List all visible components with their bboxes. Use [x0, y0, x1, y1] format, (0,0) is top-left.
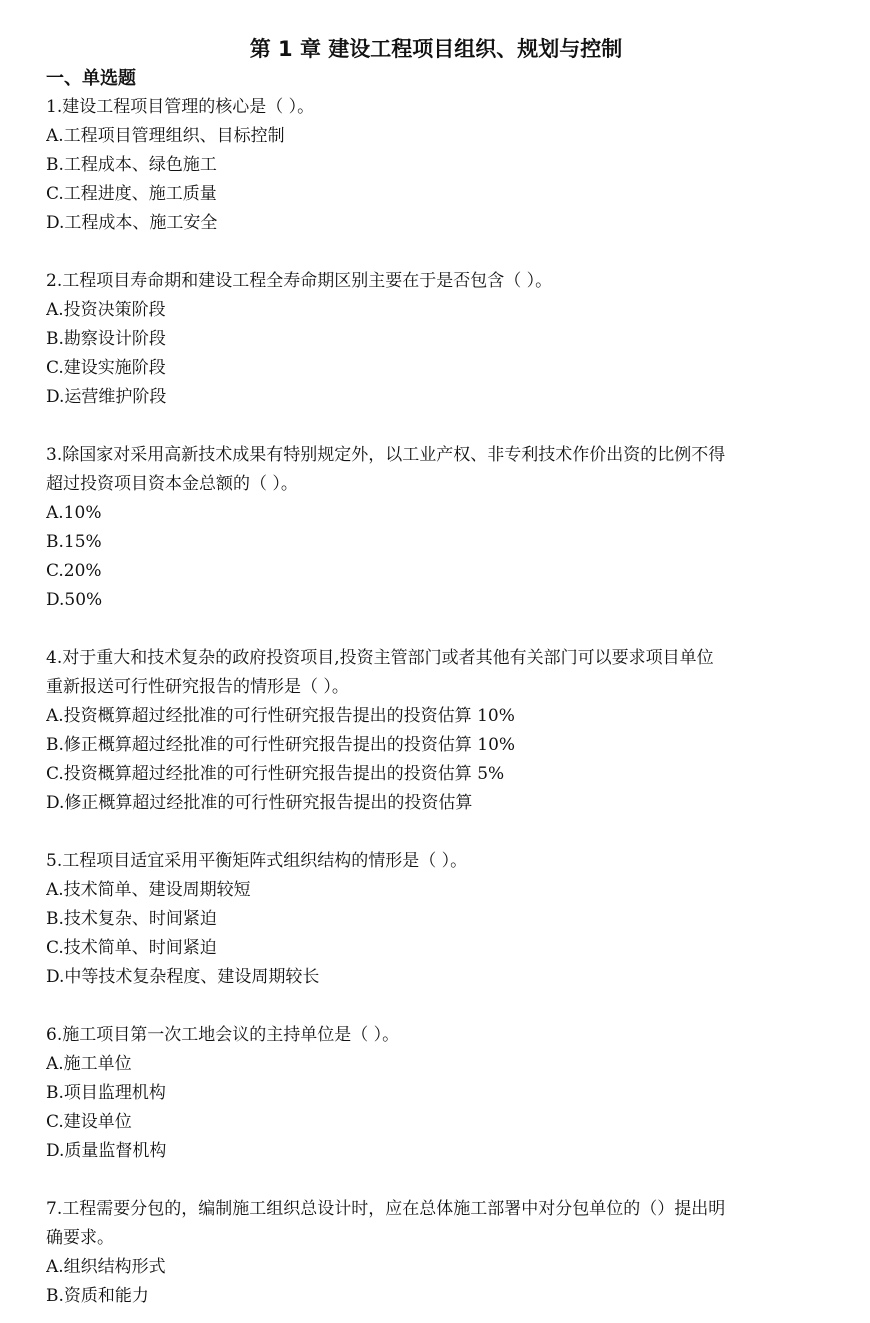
spacer [46, 992, 826, 1021]
question-stem: 确要求。 [46, 1228, 114, 1248]
answer-option: B.资质和能力 [46, 1286, 149, 1306]
answer-option: C.技术简单、时间紧迫 [46, 938, 217, 958]
question-block [46, 644, 826, 818]
answer-option: D.工程成本、施工安全 [46, 213, 218, 233]
answer-option: A.组织结构形式 [46, 1257, 166, 1277]
answer-option: B.项目监理机构 [46, 1083, 166, 1103]
answer-option: A.工程项目管理组织、目标控制 [46, 126, 285, 146]
answer-option: B.15% [46, 532, 102, 552]
spacer [46, 238, 826, 267]
answer-option: C.工程进度、施工质量 [46, 184, 217, 204]
chapter-title: 第 1 章 建设工程项目组织、规划与控制 [249, 37, 623, 61]
answer-option: B.勘察设计阶段 [46, 329, 166, 349]
section-heading: 一、单选题 [46, 68, 136, 89]
answer-option: D.中等技术复杂程度、建设周期较长 [46, 967, 320, 987]
answer-option: D.50% [46, 590, 103, 610]
answer-option: C.20% [46, 561, 102, 581]
answer-option: D.运营维护阶段 [46, 387, 167, 407]
answer-option: A.投资决策阶段 [46, 300, 166, 320]
spacer [46, 412, 826, 441]
spacer [46, 615, 826, 644]
question-block [46, 93, 826, 238]
answer-option: A.10% [46, 503, 102, 523]
question-stem: 1.建设工程项目管理的核心是（ ）。 [46, 97, 315, 117]
question-stem: 超过投资项目资本金总额的（ ）。 [46, 474, 298, 494]
question-stem: 2.工程项目寿命期和建设工程全寿命期区别主要在于是否包含（ ）。 [46, 271, 553, 291]
question-block [46, 441, 826, 615]
answer-option: C.建设单位 [46, 1112, 132, 1132]
answer-option: C.投资概算超过经批准的可行性研究报告提出的投资估算 5% [46, 764, 505, 784]
answer-option: B.工程成本、绿色施工 [46, 155, 217, 175]
question-stem: 7.工程需要分包的，编制施工组织总设计时，应在总体施工部署中对分包单位的（）提出明 [46, 1199, 726, 1219]
question-block [46, 267, 826, 412]
answer-option: C.建设实施阶段 [46, 358, 166, 378]
answer-option: B.技术复杂、时间紧迫 [46, 909, 217, 929]
answer-option: A.投资概算超过经批准的可行性研究报告提出的投资估算 10% [46, 706, 515, 726]
answer-option: A.施工单位 [46, 1054, 132, 1074]
question-block [46, 1021, 826, 1166]
spacer [46, 1166, 826, 1195]
answer-option: A.技术简单、建设周期较短 [46, 880, 251, 900]
question-stem: 4.对于重大和技术复杂的政府投资项目,投资主管部门或者其他有关部门可以要求项目单位 [46, 648, 714, 668]
question-block [46, 1195, 826, 1311]
answer-option: D.修正概算超过经批准的可行性研究报告提出的投资估算 [46, 793, 473, 813]
answer-option: B.修正概算超过经批准的可行性研究报告提出的投资估算 10% [46, 735, 516, 755]
question-list [46, 93, 826, 1311]
spacer [46, 818, 826, 847]
question-stem: 6.施工项目第一次工地会议的主持单位是（ ）。 [46, 1025, 400, 1045]
answer-option: D.质量监督机构 [46, 1141, 167, 1161]
question-block [46, 847, 826, 992]
question-stem: 重新报送可行性研究报告的情形是（ ）。 [46, 677, 349, 697]
question-stem: 5.工程项目适宜采用平衡矩阵式组织结构的情形是（ ）。 [46, 851, 468, 871]
question-stem: 3.除国家对采用高新技术成果有特别规定外，以工业产权、非专利技术作价出资的比例不得 [46, 445, 726, 465]
